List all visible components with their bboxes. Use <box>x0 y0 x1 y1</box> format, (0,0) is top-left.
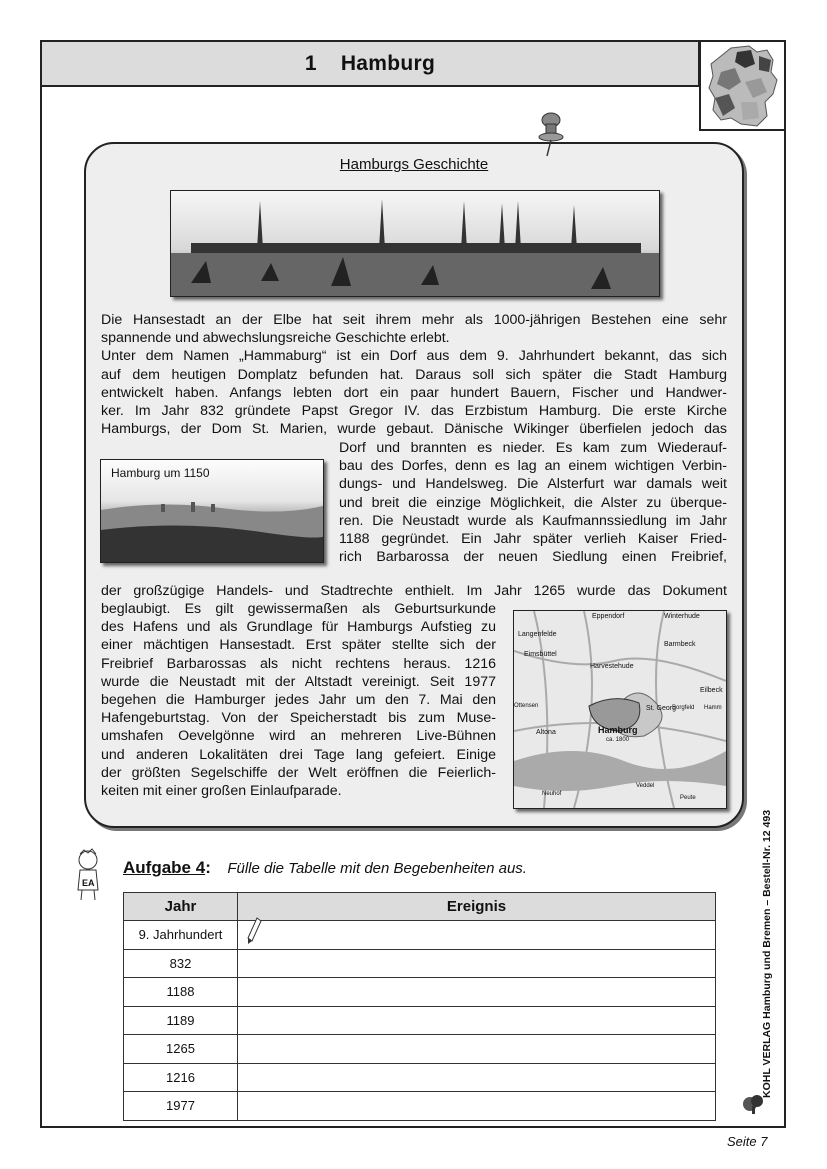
text-line: auf dem heutigen Domplatz befunden hat. Daraus soll sich später die Stadt Hamburg <box>101 366 727 383</box>
germany-map-icon <box>699 40 786 131</box>
task-colon: : <box>205 858 211 877</box>
events-table <box>123 892 716 1121</box>
chapter-title: Hamburg <box>340 51 436 75</box>
text-line: keiten mit einer großen Einlaufparade. <box>101 782 342 799</box>
table-row <box>124 1035 716 1064</box>
text-line: dungs- und Handelsweg. Die Alsterfurt war damals weit <box>339 476 727 493</box>
table-row <box>124 921 716 950</box>
map-label: Altona <box>536 729 556 736</box>
text-line: ker. Im Jahr 832 gründete Papst Gregor IV. das Erzbistum Hamburg. Die erste Kirche <box>101 402 727 419</box>
text-line: des Hafens und als Grundlage für Hamburgs Aufstieg zu <box>101 619 496 636</box>
column-header-year: Jahr <box>124 893 238 921</box>
text-line: und breit die einzige Möglichkeit, die Alster zu überque- <box>339 494 727 511</box>
paragraph-left <box>101 600 496 800</box>
table-row <box>124 1006 716 1035</box>
text-line: wurde die Neustadt mit der Altstadt vereinigt. Seit 1977 <box>101 673 496 690</box>
student-work-icon <box>72 848 106 902</box>
table-row <box>124 949 716 978</box>
map-label: Ottensen <box>514 703 539 709</box>
hamburg-1150-image <box>100 459 324 563</box>
year-cell: 1265 <box>124 1035 238 1064</box>
publisher-logo-icon <box>741 1092 767 1114</box>
text-line: einer mächtigen Hansestadt. Erst später stellte sich der <box>101 637 496 654</box>
map-label: Barmbeck <box>664 641 696 648</box>
text-line: Die Hansestadt an der Elbe hat seit ihrem mehr als 1000-jährigen Bestehen eine sehr <box>101 312 727 328</box>
text-line: beglaubigt. Es gilt gewissermaßen als Geburtsurkunde <box>101 601 496 617</box>
text-line: Dorf und brannten es nieder. Es kam zum Wiederauf- <box>339 440 727 456</box>
task-heading <box>123 858 527 878</box>
map-label: Eimsbüttel <box>524 651 557 658</box>
text-line: begehen die Hamburger jedes Jahr um den 7. Mai den <box>101 691 496 708</box>
chapter-number: 1 <box>304 51 317 75</box>
map-label: Harvestehude <box>590 663 634 670</box>
text-line: umshafen Oevelgönne wird an mehreren Live-Bühnen <box>101 728 496 745</box>
icon-label: EA <box>82 878 95 888</box>
card-title: Hamburgs Geschichte <box>339 156 489 173</box>
hamburg-panorama-image <box>170 190 660 297</box>
table-row <box>124 1063 716 1092</box>
table-row <box>124 1092 716 1121</box>
year-cell: 832 <box>124 949 238 978</box>
text-line: Unter dem Namen „Hammaburg“ ist ein Dorf aus dem 9. Jahrhundert bekannt, das sich <box>101 348 727 365</box>
map-label: Hamburg <box>598 725 638 735</box>
event-input-cell[interactable] <box>238 978 716 1007</box>
year-cell: 1188 <box>124 978 238 1007</box>
map-label: Langenfelde <box>518 631 557 638</box>
text-line: Freibrief Barbarossas als nicht rechtens heraus. 1216 <box>101 655 496 672</box>
text-line: Hafengeburtstag. Von der Speicherstadt bis zum Muse- <box>101 710 496 727</box>
text-line: und anderen Lokalitäten drei Tage lang gefeiert. Einige <box>101 746 496 763</box>
event-input-cell[interactable] <box>238 1006 716 1035</box>
event-input-cell[interactable] <box>238 1035 716 1064</box>
hamburg-map-image <box>513 610 727 809</box>
event-input-cell[interactable] <box>238 949 716 978</box>
text-line: der großzügige Handels- und Stadtrechte enthielt. Im Jahr 1265 wurde das Dokument <box>101 583 727 599</box>
map-label: Hamm <box>704 705 722 711</box>
image-caption: Hamburg um 1150 <box>111 466 210 480</box>
year-cell: 1977 <box>124 1092 238 1121</box>
column-header-event: Ereignis <box>238 893 716 921</box>
map-label: Winterhude <box>664 613 700 620</box>
chapter-title-bar <box>40 40 700 87</box>
task-instruction: Fülle die Tabelle mit den Begebenheiten aus. <box>227 860 527 877</box>
pencil-icon <box>246 917 262 945</box>
year-cell: 1216 <box>124 1063 238 1092</box>
page-number: Seite 7 <box>727 1134 768 1149</box>
map-label: Veddel <box>636 783 655 789</box>
text-line: spannende und abwechslungsreiche Geschichte erlebt. <box>101 330 450 347</box>
map-label: St. Georg <box>646 705 676 712</box>
paragraph-intro <box>101 311 727 438</box>
pushpin-icon <box>536 110 566 158</box>
event-input-cell[interactable] <box>238 1092 716 1121</box>
text-line: entwickelt haben. Anfangs lebten dort ein paar hundert Bauern, Fischer und Handwer- <box>101 384 727 401</box>
text-line: ren. Die Neustadt wurde als Kaufmannssiedlung im Jahr <box>339 512 727 529</box>
paragraph-middle <box>101 582 727 600</box>
year-cell: 1189 <box>124 1006 238 1035</box>
text-line: der größten Segelschiffe der Welt eröffnen die Feierlich- <box>101 764 496 781</box>
map-label: Neuhof <box>542 791 562 797</box>
map-label: Eppendorf <box>592 613 625 620</box>
task-label: Aufgabe 4 <box>123 858 206 877</box>
map-label: Borgfeld <box>672 705 695 711</box>
event-input-cell[interactable] <box>238 1063 716 1092</box>
event-input-cell[interactable] <box>238 921 716 950</box>
table-row <box>124 978 716 1007</box>
paragraph-right <box>339 439 727 566</box>
table-header-row <box>124 893 716 921</box>
text-line: bau des Dorfes, denn es lag an einem wichtigen Verbin- <box>339 458 727 475</box>
text-line: rich Barbarossa der neuen Siedlung einen Freibrief, <box>339 549 727 566</box>
sidebar-publisher-text: KOHL VERLAG Hamburg und Bremen – Bestell-Nr. 12 493 <box>761 809 773 1098</box>
map-label: Eilbeck <box>700 687 723 694</box>
map-label: ca. 1800 <box>606 737 630 743</box>
text-line: Hamburgs, der Dom St. Marien, wurde gebaut. Dänische Wikinger überfielen jedoch das <box>101 421 727 438</box>
text-line: 1188 gegründet. Ein Jahr später verlieh Kaiser Fried- <box>339 530 727 547</box>
year-cell: 9. Jahrhundert <box>124 921 238 950</box>
map-label: Peute <box>680 795 696 801</box>
